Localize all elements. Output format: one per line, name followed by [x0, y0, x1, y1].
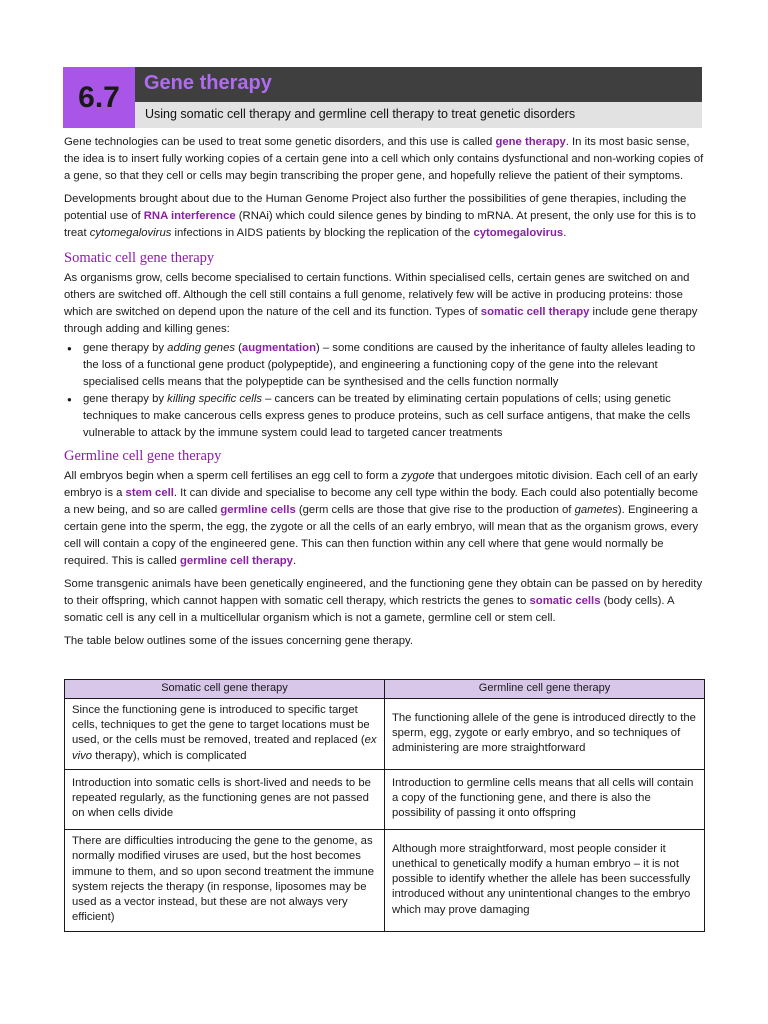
subtitle-bar — [135, 102, 702, 128]
issues-table — [64, 679, 705, 932]
term-rna-interference: RNA interference — [143, 210, 236, 222]
table-row — [65, 769, 705, 829]
list-item: ● gene therapy by killing specific cells – cancers can be treated by eliminating certain populations of cells; using genetic techniques to make cancerous cells express genes to produce proteins, such as cell surface antigens, that make the cells vulnerable to attack by the immune system could lead to targeted cancer treatments — [64, 391, 706, 442]
section-number-box — [63, 67, 135, 128]
term-germline-cell-therapy: germline cell therapy — [179, 555, 293, 567]
germline-paragraph-1: All embryos begin when a sperm cell fertilises an egg cell to form a zygote that undergoes mitotic division. Each cell of an early embryo is a stem cell. It can divide and specialise to become any cell type within the body. Each could also potentially become a new being, and so are called germline cells (germ cells are those that give rise to the production of gametes). Engineering a certain gene into the sperm, the egg, the zygote or all the cells of an early embryo, will mean that as the organism grows, every cell will contain a copy of the engineered gene. This can then function within any cell where that gene would normally be required. This is called germline cell therapy. — [64, 470, 699, 567]
title-bar — [135, 67, 702, 102]
table-cell: The functioning allele of the gene is introduced directly to the sperm, egg, zygote or early embryo, and so techniques of administering are more straightforward — [385, 699, 705, 770]
term-germline-cells: germline cells — [220, 504, 296, 516]
term-stem-cell: stem cell — [125, 487, 174, 499]
list-item: ● gene therapy by adding genes (augmentation) – some conditions are caused by the inheritance of faulty alleles leading to the loss of a functional gene product (polypeptide), and engineering a functioning copy of the gene into the relevant specialised cells means that the polypeptide can be synthesised and the cells function normally — [64, 340, 706, 391]
term-augmentation: augmentation — [241, 342, 316, 354]
column-header-germline: Germline cell gene therapy — [385, 680, 705, 699]
section-number: 6.7 — [78, 80, 120, 114]
table-intro: The table below outlines some of the issues concerning gene therapy. — [64, 635, 413, 647]
table-row — [65, 699, 705, 770]
germline-heading: Germline cell gene therapy — [64, 448, 222, 464]
germline-paragraph-2: Some transgenic animals have been genetically engineered, and the functioning gene they obtain can be passed on by heredity to their offspring, which cannot happen with somatic cell therapy, which restricts the genes to somatic cells (body cells). A somatic cell is any cell in a multicellular organism which is not a gamete, germline cell or stem cell. — [64, 578, 703, 624]
term-gene-therapy: gene therapy — [495, 136, 566, 148]
term-somatic-cell-therapy: somatic cell therapy — [480, 306, 590, 318]
page-subtitle: Using somatic cell therapy and germline cell therapy to treat genetic disorders — [145, 107, 576, 121]
column-header-somatic: Somatic cell gene therapy — [65, 680, 385, 699]
intro-paragraph-2: Developments brought about due to the Human Genome Project also further the possibilities of gene therapies, including the potential use of RNA interference (RNAi) which could silence genes by binding to mRNA. At present, the only use for this is to treat cytomegalovirus infections in AIDS patients by blocking the replication of the cytomegalovirus. — [64, 193, 696, 239]
table-cell: Although more straightforward, most people consider it unethical to genetically modify a human embryo – it is not possible to identify whether the allele has been successfully introduced without any unintentional changes to the embryo which may prove damaging — [385, 829, 705, 931]
table-cell: Since the functioning gene is introduced to specific target cells, techniques to get the gene to target locations must be used, or the cells must be removed, treated and replaced (ex vivo therapy), which is complicated — [65, 699, 385, 770]
table-cell: There are difficulties introducing the gene to the genome, as normally modified viruses are used, but the host becomes immune to them, and so upon second treatment the immune system rejects the therapy (in response, liposomes may be used as a vector instead, but these are not always very efficient) — [65, 829, 385, 931]
section-header — [63, 67, 702, 128]
intro-paragraph-1: Gene technologies can be used to treat some genetic disorders, and this use is called gene therapy. In its most basic sense, the idea is to insert fully working copies of a certain gene into a cell which only contains dysfunctional and non-working copies of a gene, so that they cell or cells may begin transcribing the proper gene, and hopefully relieve the patient of their symptoms. — [64, 136, 704, 182]
table-cell: Introduction to germline cells means that all cells will contain a copy of the functioning gene, and there is also the possibility of passing it onto offspring — [385, 769, 705, 829]
table-cell: Introduction into somatic cells is short-lived and needs to be repeated regularly, as the functioning genes are not passed on when cells divide — [65, 769, 385, 829]
somatic-heading: Somatic cell gene therapy — [64, 250, 215, 266]
table-header-row — [65, 680, 705, 699]
somatic-paragraph: As organisms grow, cells become specialised to certain functions. Within specialised cells, certain genes are switched on and others are switched off. Although the cell still contains a full genome, relatively few will be active in producing proteins: those which are switched on depend upon the nature of the cell and its function. Types of somatic cell therapy include gene therapy through adding and killing genes: — [64, 272, 698, 335]
term-cytomegalovirus: cytomegalovirus — [473, 227, 564, 239]
table-row — [65, 829, 705, 931]
term-somatic-cells: somatic cells — [529, 595, 601, 607]
main-content — [64, 134, 706, 656]
page-title: Gene therapy — [144, 72, 272, 94]
somatic-bullet-list — [64, 340, 706, 442]
